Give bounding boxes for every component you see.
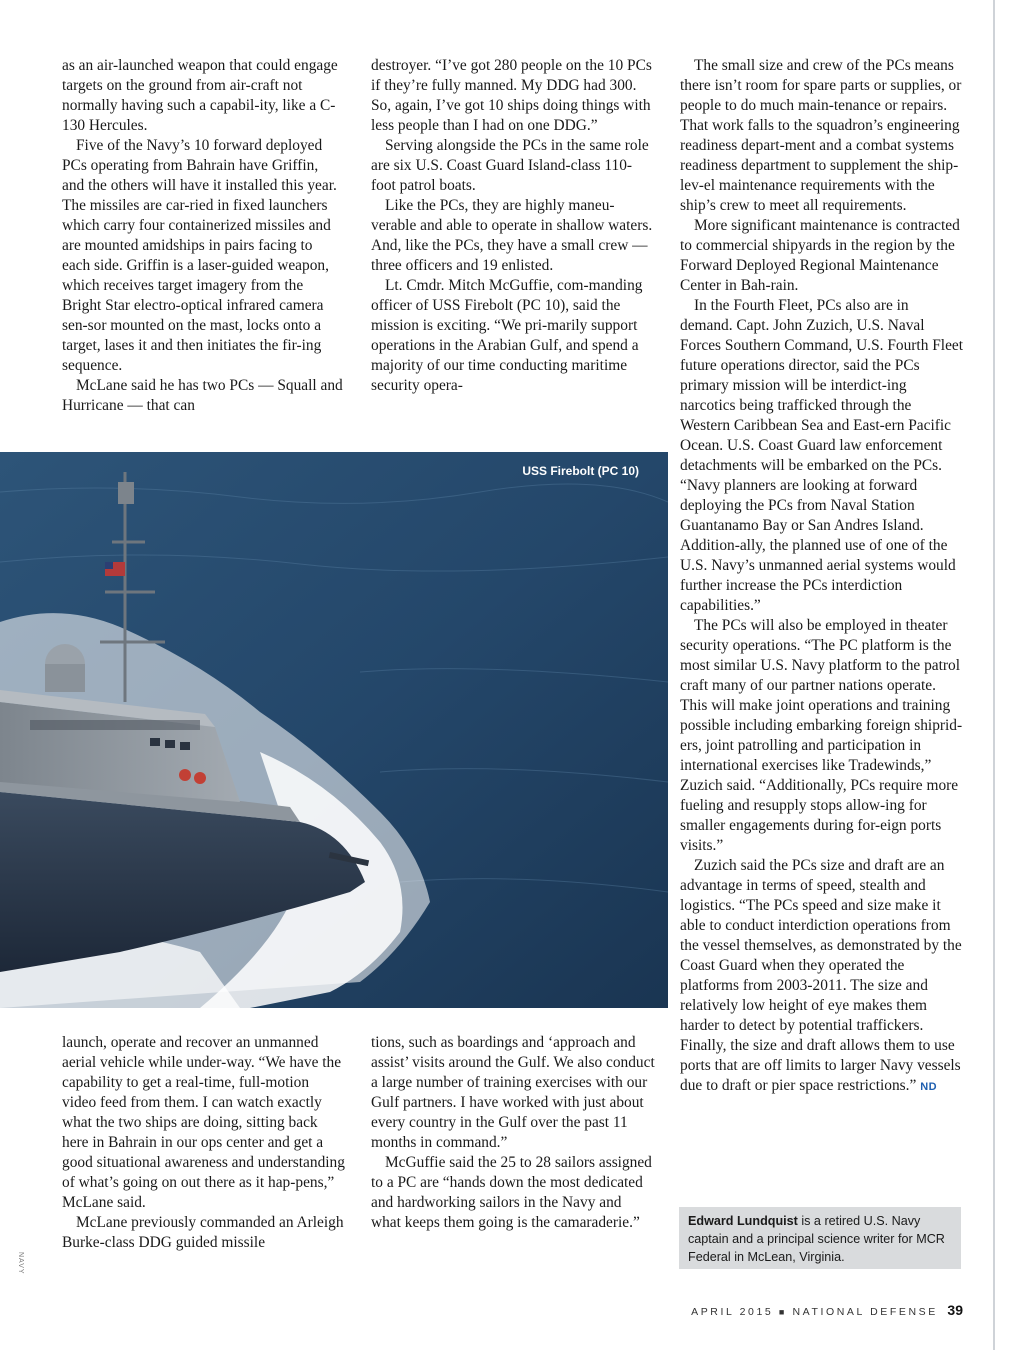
paragraph: launch, operate and recover an unmanned aerial vehicle while under-way. “We have the capability to get a real-time, full-motion video feed from them. I can watch exactly what the two ships are doing, sitting back here in Bahrain in our ops center and get a good situational awareness and understanding of what’s going on out there as it hap-pens,” McLane said. bbox=[62, 1034, 345, 1211]
page-edge-rule bbox=[993, 0, 995, 1350]
photo-credit: NAVY bbox=[17, 1252, 24, 1275]
paragraph: Five of the Navy’s 10 forward deployed PCs operating from Bahrain have Griffin, and the others will have it installed this year. The missiles are car-ried in fixed launchers which carry four containerized missiles and are mounted amidships in pairs facing to each side. Griffin is a laser-guided weapon, which receives target imagery from the Bright Star electro-optical infrared camera sen-sor mounted on the mast, locks onto a target, lases it and then initiates the fir-ing sequence. bbox=[62, 137, 337, 374]
paragraph: tions, such as boardings and ‘approach and assist’ visits around the Gulf. We also conduct a large number of training exercises with our Gulf partners. I have worked with just about every country in the Gulf over the past 11 months in command.” bbox=[371, 1034, 655, 1151]
column-2-top bbox=[371, 56, 655, 396]
column-1-top bbox=[62, 56, 344, 416]
author-bio-box bbox=[679, 1207, 961, 1269]
paragraph: McGuffie said the 25 to 28 sailors assigned to a PC are “hands down the most dedicated and hardworking sailors in the Navy and what keeps them going is the camaraderie.” bbox=[371, 1154, 652, 1231]
ship-photo bbox=[0, 452, 668, 1008]
folio-separator: ■ bbox=[778, 1307, 787, 1317]
column-2-bottom bbox=[371, 1033, 655, 1233]
paragraph: The PCs will also be employed in theater security operations. “The PC platform is the most similar U.S. Navy platform to the patrol craft many of our partner nations operate. This will make joint operations and training possible including embarking foreign shiprid-ers, joint patrolling and participation in international exercises like Tradewinds,” Zuzich said. “Additionally, PCs require more fueling and resupply stops allow-ing for smaller engagements during for-eign ports visits.” bbox=[680, 617, 963, 854]
paragraph: More significant maintenance is contracted to commercial shipyards in the region by the Forward Deployed Regional Maintenance Center in Bah-rain. bbox=[680, 217, 960, 294]
paragraph: Like the PCs, they are highly maneu-verable and able to operate in shallow waters. And, like the PCs, they have a small crew — three officers and 19 enlisted. bbox=[371, 197, 653, 274]
page-folio bbox=[691, 1302, 963, 1318]
paragraph: as an air-launched weapon that could engage targets on the ground from air-craft not normally having such a capabil-ity, like a C-130 Hercules. bbox=[62, 57, 338, 134]
paragraph: destroyer. “I’ve got 280 people on the 10 PCs if they’re fully manned. My DDG had 300. So, again, I’ve got 10 ships doing things with less people than I had on one DDG.” bbox=[371, 57, 652, 134]
end-mark-nd: ND bbox=[920, 1081, 938, 1093]
paragraph: The small size and crew of the PCs means there isn’t room for spare parts or supplies, or people to do much main-tenance or repairs. That work falls to the squadron’s engineering readiness depart-ment and a combat systems readiness department to supplement the ship-lev-el maintenance requirements with the ship’s crew to meet all requirements. bbox=[680, 57, 962, 214]
paragraph: Serving alongside the PCs in the same role are six U.S. Coast Guard Island-class 110-foot patrol boats. bbox=[371, 137, 649, 194]
column-1-bottom bbox=[62, 1033, 346, 1253]
author-name: Edward Lundquist bbox=[688, 1214, 798, 1228]
paragraph-text: Zuzich said the PCs size and draft are an advantage in terms of speed, stealth and logistics. “The PCs speed and size make it able to conduct interdiction operations from the vessel themselves, as demonstrated by the Coast Guard when they operated the platforms from 2003-2011. The size and relatively low height of eye makes them harder to detect by potential traffickers. Finally, the size and draft allows them to use ports that are off limits to larger Navy vessels due to draft or pier space restrictions.” bbox=[680, 857, 962, 1094]
folio-date: APRIL 2015 bbox=[691, 1306, 774, 1318]
paragraph bbox=[680, 856, 964, 1097]
ship-illustration bbox=[0, 452, 668, 1008]
page-number: 39 bbox=[947, 1302, 963, 1318]
paragraph: Lt. Cmdr. Mitch McGuffie, com-manding officer of USS Firebolt (PC 10), said the mission is exciting. “We pri-marily support operations in the Arabian Gulf, and spend a majority of our time conducting maritime security opera- bbox=[371, 277, 643, 394]
paragraph: In the Fourth Fleet, PCs also are in demand. Capt. John Zuzich, U.S. Naval Forces Southern Command, U.S. Fourth Fleet future operations director, said the PCs primary mission will be interdict-ing narcotics being trafficked through the Western Caribbean Sea and East-ern Pacific Ocean. U.S. Coast Guard law enforcement detachments will be embarked on the PCs. “Navy planners are looking at forward deploying the PCs from Naval Station Guantanamo Bay or San Andres Island. Addition-ally, the planned use of one of the U.S. Navy’s unmanned aerial systems would further increase the PCs interdiction capabilities.” bbox=[680, 297, 964, 614]
paragraph: McLane previously commanded an Arleigh Burke-class DDG guided missile bbox=[62, 1214, 344, 1251]
folio-publication: NATIONAL DEFENSE bbox=[792, 1306, 938, 1318]
author-bio-text: is a retired U.S. Navy captain and a principal science writer for MCR Federal in McLean, Virginia. bbox=[688, 1214, 945, 1264]
photo-caption: USS Firebolt (PC 10) bbox=[522, 464, 639, 478]
column-3 bbox=[680, 56, 964, 1097]
paragraph: McLane said he has two PCs — Squall and Hurricane — that can bbox=[62, 377, 343, 414]
